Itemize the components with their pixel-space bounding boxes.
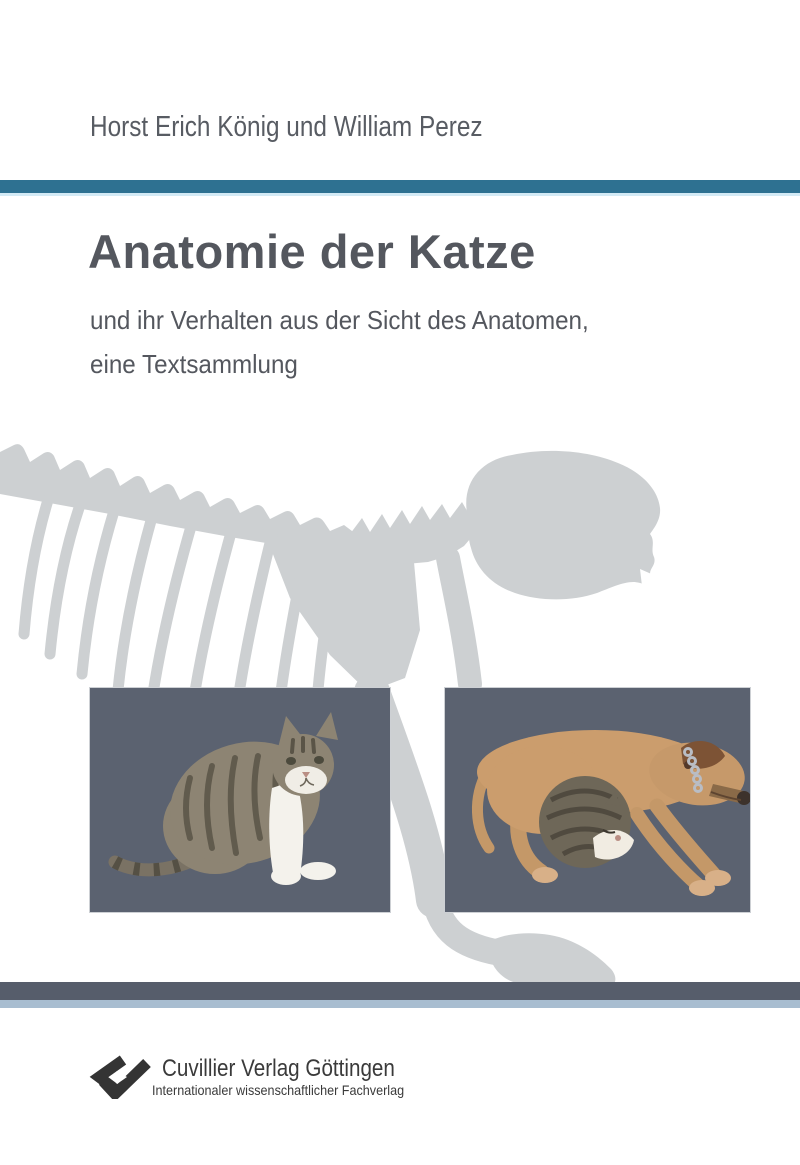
steel-blue-rule [0,1000,800,1008]
dog-photo-panel [445,688,750,912]
author-line: Horst Erich König und William Perez [90,111,483,143]
publisher-name: Cuvillier Verlag Göttingen [162,1055,395,1082]
book-title: Anatomie der Katze [88,225,536,278]
cat-photo-panel [90,688,390,912]
book-subtitle-line2: eine Textsammlung [90,349,298,379]
teal-rule-light-edge [0,193,800,196]
book-subtitle-line1: und ihr Verhalten aus der Sicht des Anatomen, [90,305,589,335]
teal-rule [0,180,800,193]
publisher-tagline: Internationaler wissenschaftlicher Fachverlag [152,1082,405,1098]
slate-rule [0,982,800,1000]
sitting-cat-photo [90,688,390,912]
dog-and-cat-photo [445,688,750,912]
cuvillier-logo-icon [87,1053,151,1099]
